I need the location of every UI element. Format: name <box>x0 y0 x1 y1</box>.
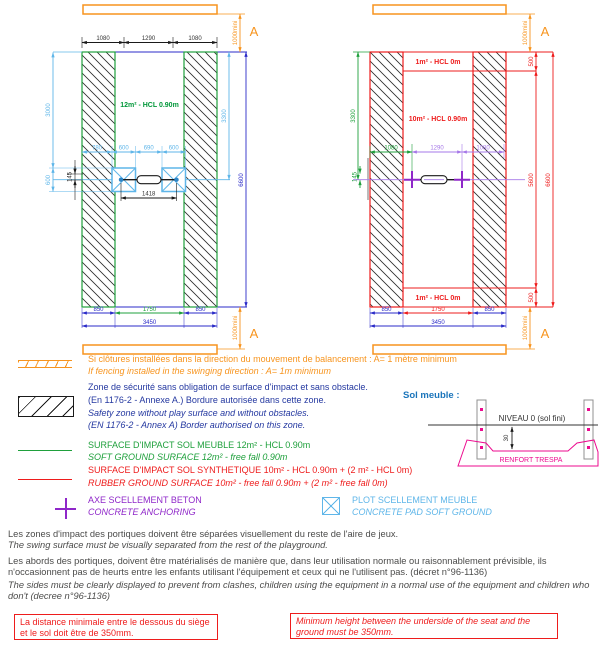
legend-axis-en: CONCRETE ANCHORING <box>88 506 196 517</box>
dim-label: 600 <box>46 174 52 186</box>
reinforcement-label: RENFORT TRESPA <box>499 457 563 464</box>
dim-label: 780 <box>91 145 103 152</box>
dim-label: 690 <box>143 145 154 152</box>
dim-label: 3000 <box>46 103 52 117</box>
dim-label: 145 <box>352 171 359 183</box>
left-drawing-soft-ground <box>0 0 300 360</box>
legend-safety-zone <box>88 381 368 432</box>
section-label-a: A <box>249 24 259 39</box>
dim-label: 3300 <box>222 109 228 123</box>
rubber-ground-line-icon <box>18 479 72 480</box>
dim-label: 1000mini <box>233 315 239 341</box>
legend-soft-en: SOFT GROUND SURFACE 12m² - free fall 0.90m <box>88 452 288 462</box>
legend-safety-en2: (EN 1176-2 - Annex A) Border authorised on this zone. <box>88 420 306 431</box>
fence-bar-bottom <box>373 345 506 354</box>
concrete-anchor-axis-right <box>454 171 470 188</box>
dim-label: 3450 <box>142 320 157 326</box>
legend-rubber-ground <box>88 464 412 489</box>
fence-bar-top <box>373 5 506 14</box>
legend-safety-fr1: Zone de sécurité sans obligation de surface d'impact et sans obstacle. <box>88 382 368 392</box>
dim-label: 850 <box>195 307 206 313</box>
fence-bar-bottom <box>83 345 217 354</box>
note-surroundings-fr: Les abords des portiques, doivent être matérialisés de manière que, dans leur utilisation normale ou raisonnablement prévisible, ils n'occasionnent pas de heurts entre les enfants utilisant l'équipement et ceux qui ne l'utilisent pas. (décret n°96-1136) <box>8 556 547 578</box>
section-label-a: A <box>540 326 550 341</box>
safety-zone-hatch-icon <box>18 396 74 417</box>
legend-concrete-anchor <box>88 495 202 518</box>
concrete-anchor-axis-left <box>404 171 420 188</box>
impact-zone-mid-label: 10m² - HCL 0.90m <box>408 116 468 123</box>
legend-axis-fr: AXE SCELLEMENT BETON <box>88 495 202 505</box>
legend-soft-fr: SURFACE D'IMPACT SOL MEUBLE 12m² - HCL 0.90m <box>88 440 311 450</box>
legend-safety-en1: Safety zone without play surface and without obstacles. <box>88 407 310 418</box>
dim-label: 500 <box>529 56 535 67</box>
legend-fencing-en: If fencing installed in the swinging direction : A= 1m minimum <box>88 365 332 376</box>
dim-label: 145 <box>67 171 74 183</box>
dim-label: 600 <box>118 145 129 152</box>
legend-pad-fr: PLOT SCELLEMENT MEUBLE <box>352 495 478 505</box>
soft-ground-detail-title: Sol meuble : <box>403 390 460 401</box>
fence-bar-top <box>83 5 217 14</box>
dim-label: 1750 <box>142 307 157 313</box>
legend-safety-fr2: (En 1176-2 - Annexe A.) Bordure autorisée dans cette zone. <box>88 394 326 405</box>
dim-label: 3450 <box>431 320 445 326</box>
soft-ground-cross-section <box>420 396 600 472</box>
note-impact-fr: Les zones d'impact des portiques doivent être séparées visuellement du reste de l'aire de jeux. <box>8 529 399 539</box>
impact-zone-top-label: 1m² - HCL 0m <box>415 59 461 66</box>
legend-fencing <box>88 354 457 377</box>
legend-rubber-fr: SURFACE D'IMPACT SOL SYNTHETIQUE 10m² - HCL 0.90m + (2 m² - HCL 0m) <box>88 465 413 475</box>
ground-level-label: NIVEAU 0 (sol fini) <box>498 414 566 423</box>
right-drawing-rubber-ground <box>300 0 603 360</box>
legend-rubber-en: RUBBER GROUND SURFACE 10m² - free fall 0.90m + (2 m² - free fall 0m) <box>88 477 388 488</box>
swing-seat <box>137 176 161 184</box>
dim-label: 30 <box>504 434 510 442</box>
dim-label: 5600 <box>529 173 535 187</box>
anchor-bolt-right <box>174 178 178 182</box>
dim-label: 1290 <box>430 145 444 152</box>
impact-zone-label: 12m² - HCL 0.90m <box>120 102 179 109</box>
dim-label: 1000mini <box>523 20 529 46</box>
dim-label: 1418 <box>142 191 156 198</box>
section-label-a: A <box>249 326 259 341</box>
legend-soft-ground <box>88 439 310 463</box>
dim-label: 500 <box>529 292 535 303</box>
legend-concrete-pad <box>352 495 492 518</box>
dim-label: 1750 <box>431 307 445 313</box>
dim-label: 1080 <box>384 145 398 152</box>
legend-pad-en: CONCRETE PAD SOFT GROUND <box>352 506 492 517</box>
dim-label: 3300 <box>351 109 357 123</box>
dim-label: 1080 <box>476 145 490 152</box>
concrete-anchor-cross-icon <box>55 498 76 519</box>
dim-label: 1080 <box>96 36 110 42</box>
section-label-a: A <box>540 24 550 39</box>
seat-height-warning-en: Minimum height between the underside of the seat and the ground must be 350mm. <box>290 613 558 639</box>
legend-fencing-fr: Si clôtures installées dans la direction du mouvement de balancement : A= 1 mètre minimum <box>88 354 457 364</box>
soft-ground-line-icon <box>18 450 72 451</box>
dim-label: 600 <box>168 145 179 152</box>
concrete-pad-box-icon <box>322 497 340 515</box>
note-impact-en: The swing surface must be visually separated from the rest of the playground. <box>8 540 328 550</box>
dim-label: 1000mini <box>523 315 529 341</box>
dim-label: 1290 <box>141 36 156 42</box>
dim-label: 6600 <box>239 173 245 187</box>
dim-label: 6600 <box>546 173 552 187</box>
anchors-and-seat <box>404 171 470 188</box>
dim-label: 850 <box>93 307 104 313</box>
dim-label: 1080 <box>188 36 202 42</box>
fencing-hatch-icon <box>18 360 72 368</box>
dim-label: 1000mini <box>233 20 239 46</box>
dim-label: 850 <box>381 307 392 313</box>
note-surroundings-en: The sides must be clearly displayed to prevent from clashes, children using the equipment in a normal use of the equipment and children who don't (decree n°96-1136) <box>8 580 590 602</box>
seat-height-warning-fr: La distance minimale entre le dessous du siège et le sol doit être de 350mm. <box>14 614 218 640</box>
anchor-bolt-left <box>119 178 123 182</box>
anchor-pads-and-seat <box>112 168 186 192</box>
dim-label: 850 <box>484 307 495 313</box>
impact-zone-bottom-label: 1m² - HCL 0m <box>415 295 461 302</box>
